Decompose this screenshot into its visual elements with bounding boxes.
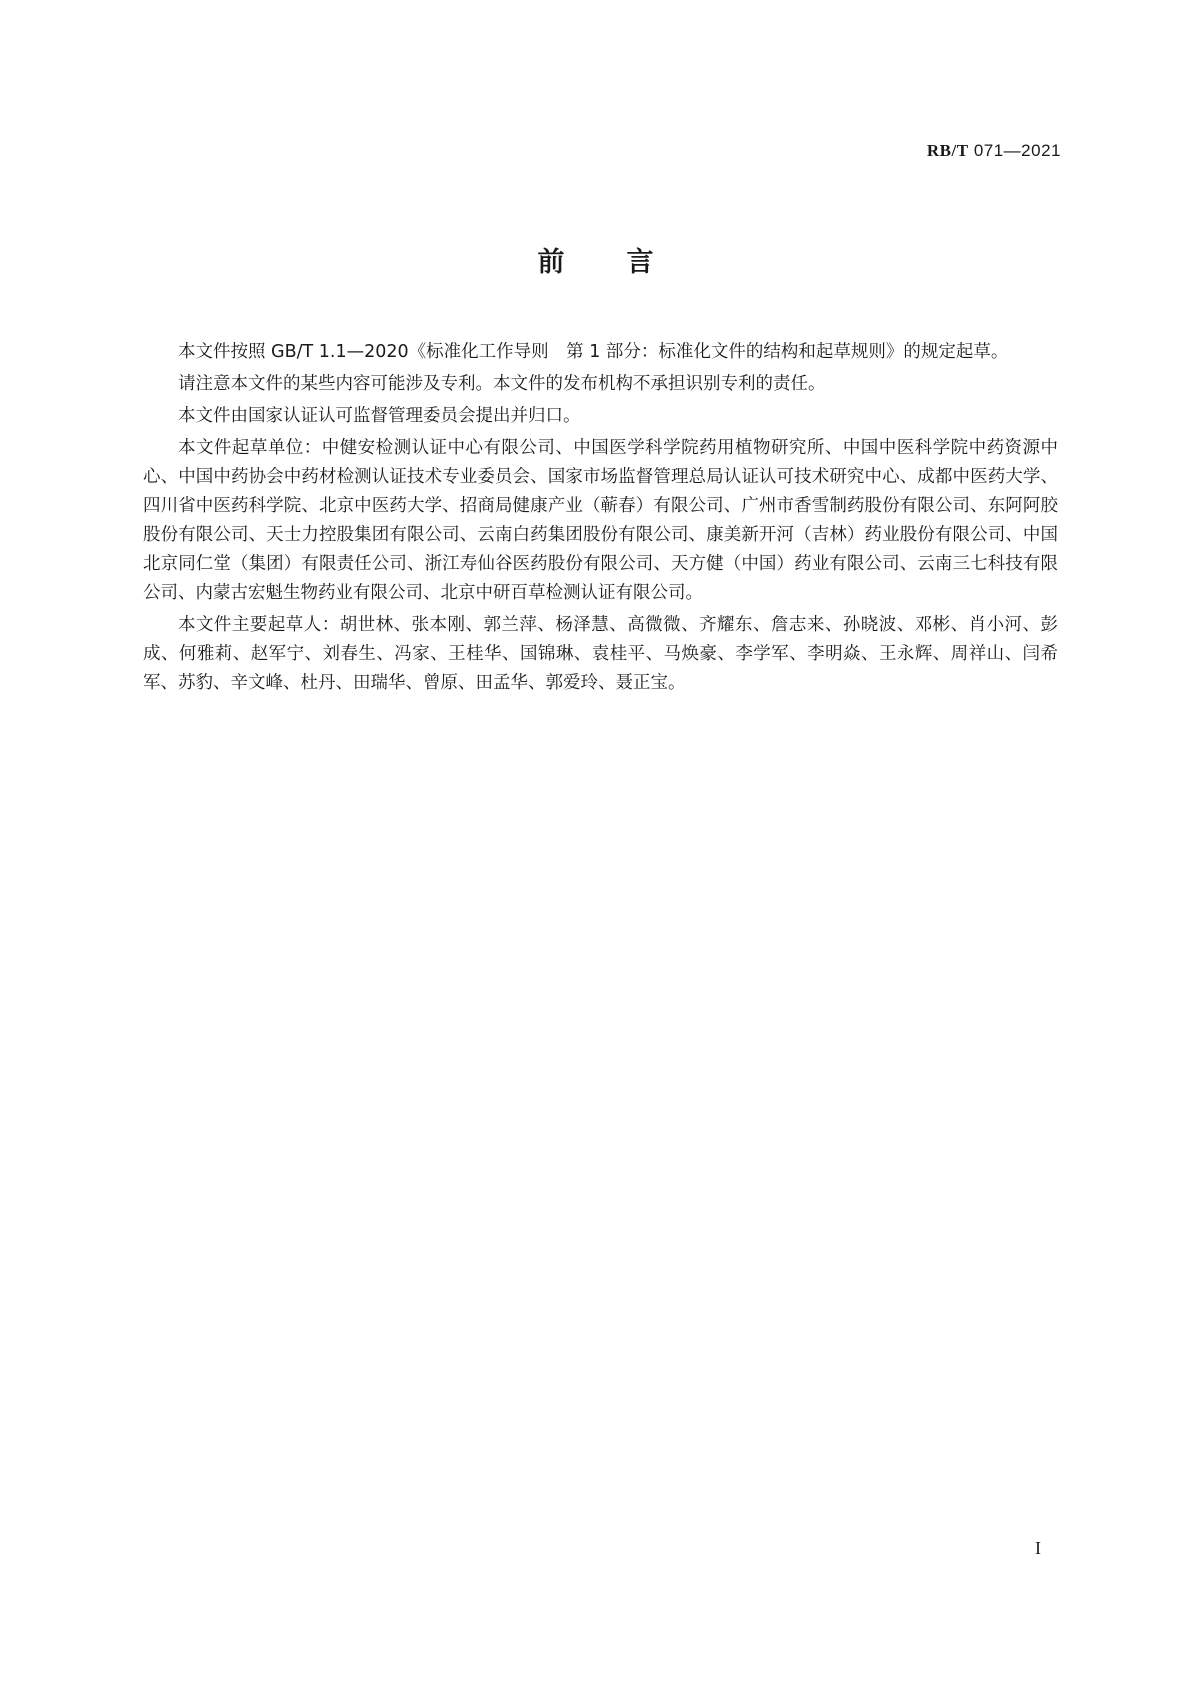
paragraph-drafting-units: 本文件起草单位：中健安检测认证中心有限公司、中国医学科学院药用植物研究所、中国中医科学院中药资源中心、中国中药协会中药材检测认证技术专业委员会、国家市场监督管理总局认证认可技术研究中心、成都中医药大学、四川省中医药科学院、北京中医药大学、招商局健康产业（蕲春）有限公司、广州市香雪制药股份有限公司、东阿阿胶股份有限公司、天士力控股集团有限公司、云南白药集团股份有限公司、康美新开河（吉林）药业股份有限公司、中国北京同仁堂（集团）有限责任公司、浙江寿仙谷医药股份有限公司、天方健（中国）药业有限公司、云南三七科技有限公司、内蒙古宏魁生物药业有限公司、北京中研百草检测认证有限公司。 xyxy=(143,438,1058,603)
standard-code-prefix: RB/T xyxy=(926,141,969,160)
paragraph-proposer: 本文件由国家认证认可监督管理委员会提出并归口。 xyxy=(178,406,581,426)
standard-code xyxy=(927,141,1061,161)
paragraph-drafters: 本文件主要起草人：胡世林、张本刚、郭兰萍、杨泽慧、高微微、齐耀东、詹志来、孙晓波、邓彬、肖小河、彭成、何雅莉、赵军宁、刘春生、冯家、王桂华、国锦琳、袁桂平、马焕豪、李学军、李明焱、王永辉、周祥山、闫希军、苏豹、辛文峰、杜丹、田瑞华、曾原、田孟华、郭爱玲、聂正宝。 xyxy=(143,615,1058,693)
foreword-body xyxy=(143,338,1058,701)
page-number: I xyxy=(1035,1538,1041,1558)
paragraph-patent-notice: 请注意本文件的某些内容可能涉及专利。本文件的发布机构不承担识别专利的责任。 xyxy=(178,374,826,394)
page-title: 前言 xyxy=(537,247,716,278)
standard-code-number: 071—2021 xyxy=(973,141,1061,160)
paragraph-drafting-rules: 本文件按照 GB/T 1.1—2020《标准化工作导则 第 1 部分：标准化文件的结构和起草规则》的规定起草。 xyxy=(178,342,1009,362)
